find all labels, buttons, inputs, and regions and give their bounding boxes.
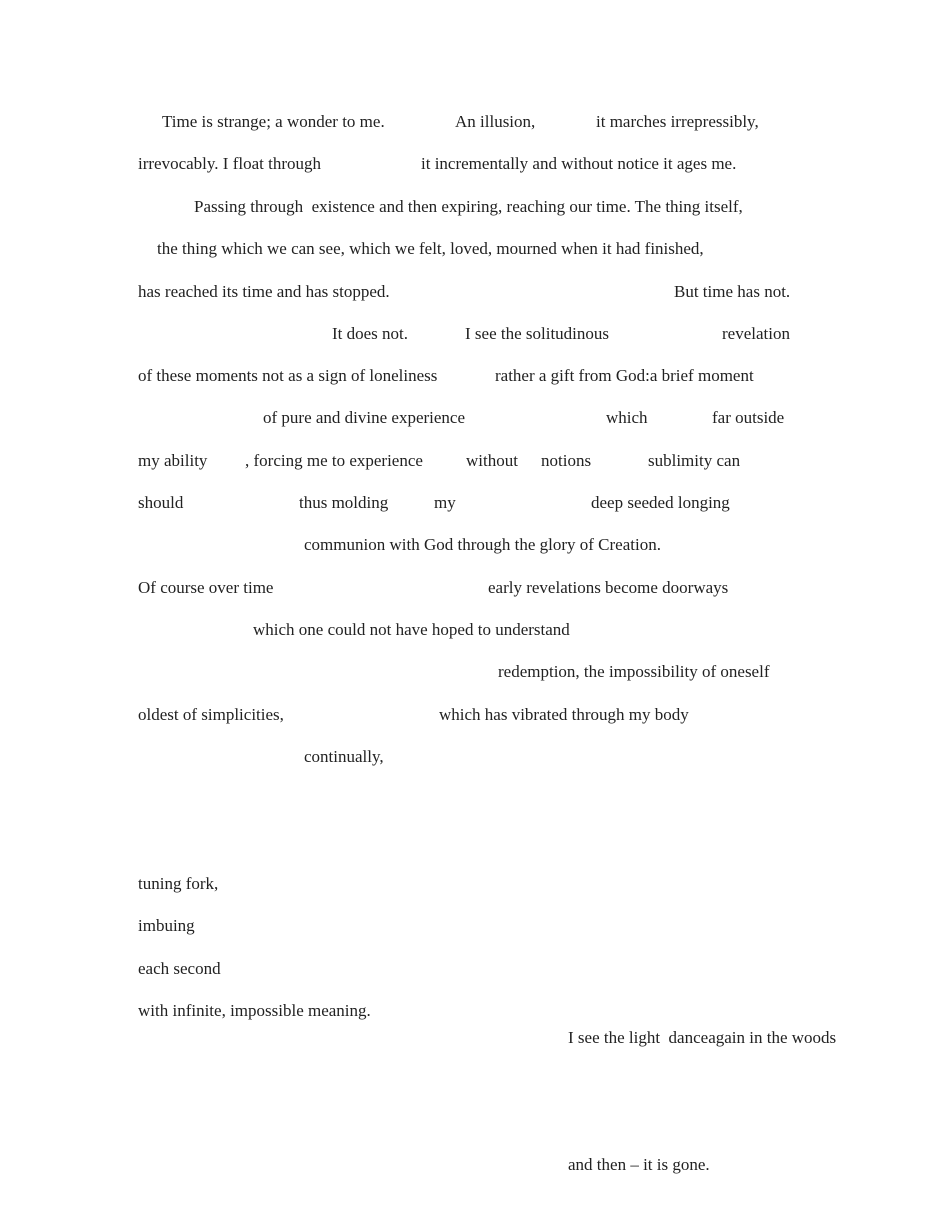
text-segment: of pure and divine experience <box>263 408 466 427</box>
text-segment: irrevocably. I float through <box>138 154 321 173</box>
text-segment: It does not. <box>332 324 409 343</box>
text-segment: which <box>606 408 648 427</box>
text-segment: tuning fork, <box>138 874 219 893</box>
text-segment: Of course over time <box>138 578 274 597</box>
text-segment: revelation <box>722 324 790 343</box>
text-segment: it incrementally and without notice it ages me. <box>421 154 737 173</box>
text-segment: But time has not. <box>674 282 791 301</box>
text-segment: which has vibrated through my body <box>439 705 689 724</box>
text-segment: the thing which we can see, which we felt, loved, mourned when it had finished, <box>157 239 704 258</box>
text-segment: continually, <box>304 747 384 766</box>
text-segment: , forcing me to experience <box>245 451 423 470</box>
text-segment: Passing through existence and then expiring, reaching our time. The thing itself, <box>194 197 743 216</box>
text-segment: rather a gift from God:a brief moment <box>495 366 754 385</box>
text-segment: without <box>466 451 518 470</box>
text-segment: which one could not have hoped to understand <box>253 620 570 639</box>
text-segment: of these moments not as a sign of loneliness <box>138 366 438 385</box>
text-segment: each second <box>138 959 221 978</box>
text-segment: oldest of simplicities, <box>138 705 284 724</box>
text-segment: early revelations become doorways <box>488 578 729 597</box>
text-segment: and then – it is gone. <box>568 1155 710 1174</box>
text-segment: imbuing <box>138 916 195 935</box>
text-segment: it marches irrepressibly, <box>596 112 759 131</box>
text-segment: far outside <box>712 408 785 427</box>
text-segment: I see the light danceagain in the woods <box>568 1028 837 1047</box>
text-segment: sublimity can <box>648 451 741 470</box>
text-segment: notions <box>541 451 592 470</box>
text-segment: Time is strange; a wonder to me. <box>162 112 385 131</box>
text-segment: my ability <box>138 451 208 470</box>
text-segment: deep seeded longing <box>591 493 730 512</box>
text-segment: thus molding <box>299 493 389 512</box>
text-segment: should <box>138 493 184 512</box>
text-segment: communion with God through the glory of Creation. <box>304 535 661 554</box>
text-segment: redemption, the impossibility of oneself <box>498 662 770 681</box>
text-segment: my <box>434 493 456 512</box>
text-segment: has reached its time and has stopped. <box>138 282 390 301</box>
text-segment: with infinite, impossible meaning. <box>138 1001 371 1020</box>
text-segment: I see the solitudinous <box>465 324 610 343</box>
text-segment: An illusion, <box>455 112 536 131</box>
